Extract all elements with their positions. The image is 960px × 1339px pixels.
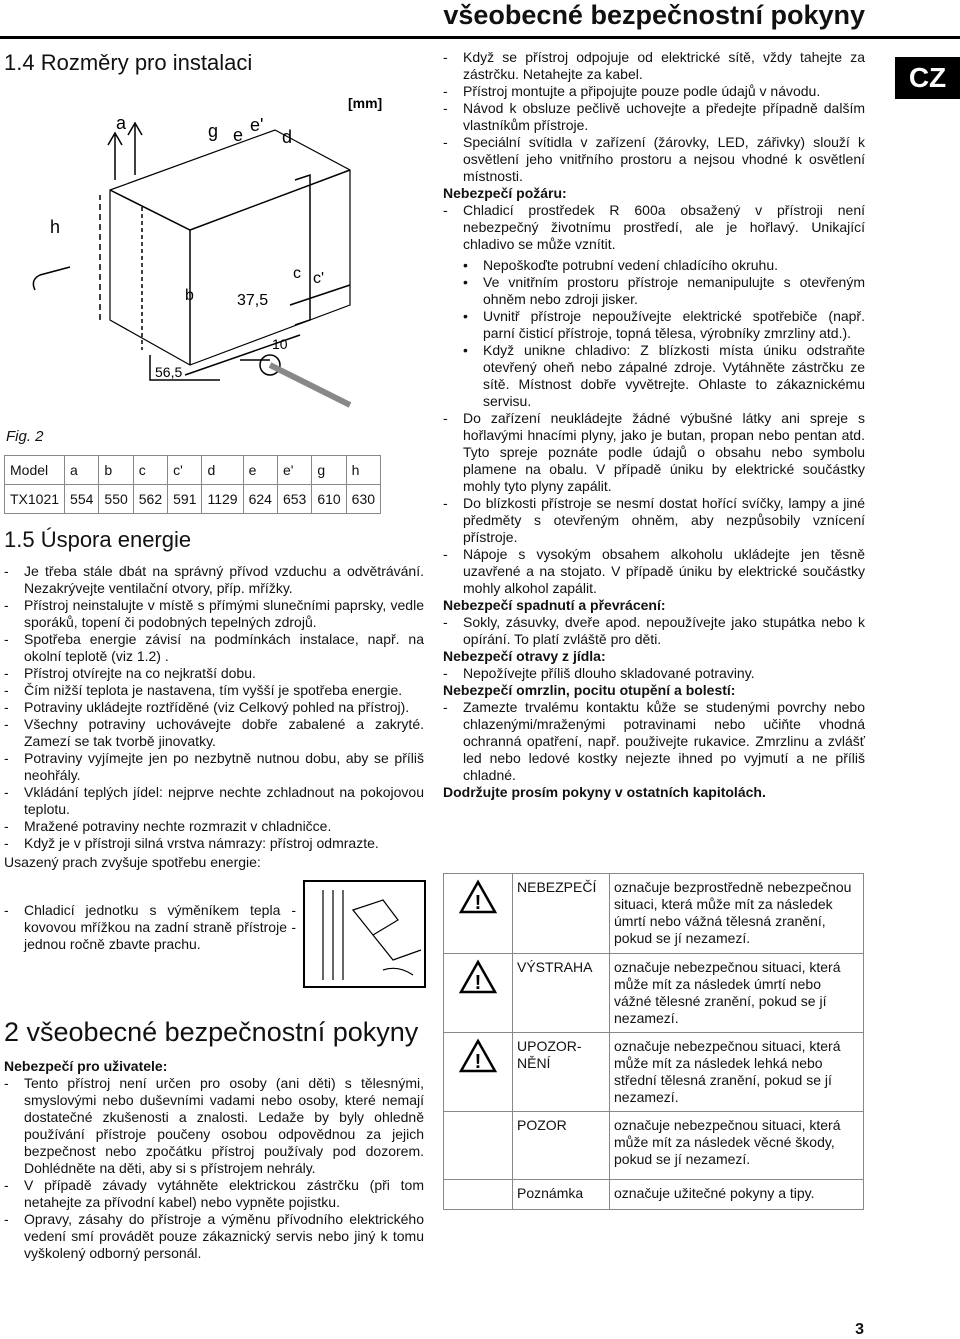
list-item: - Přístroj neinstalujte v místě s přímými slunečními paprsky, vedle sporáků, topení či podobných tepelných zdrojů.: [4, 597, 424, 630]
list-item: - Potraviny vyjímejte jen po nezbytně nutnou dobu, aby se příliš neohřály.: [4, 750, 424, 783]
poison-title: Nebezpečí otravy z jídla:: [443, 648, 606, 664]
list-item: - Je třeba stále dbát na správný přívod vzduchu a odvětrávání. Nezakrývejte ventilační otvory, příp. mřížky.: [4, 563, 424, 596]
table-row: ! UPOZOR- NĚNÍ označuje nebezpečnou situaci, která může mít za následek lehká nebo střední tělesná zranění, pokud se jí nezamezí.: [444, 1033, 864, 1112]
warning-triangle-icon: [458, 879, 498, 915]
dust-item: - Chladicí jednotku s výměníkem tepla - kovovou mřížkou na zadní straně přístroje - jednou ročně zbavte prachu.: [4, 902, 296, 952]
bullet-item: • Nepoškoďte potrubní vedení chladícího okruhu.: [463, 257, 779, 273]
dim-label-d: d: [282, 127, 293, 147]
section-heading-1-5: 1.5 Úspora energie: [4, 527, 192, 552]
section-heading-2: 2 všeobecné bezpečnostní pokyny: [4, 1017, 419, 1047]
list-item: - Návod k obsluze pečlivě uchovejte a předejte případně dalším vlastníkům přístroje.: [443, 100, 865, 133]
list-item: - Všechny potraviny uchovávejte dobře zabalené a zakryté. Zamezí se tak tvorbě jinovatky.: [4, 716, 424, 749]
dim-label-c: c: [293, 265, 301, 282]
list-item: - Opravy, zásahy do přístroje a výměnu přívodního elektrického vedení smí provádět pouze zákaznický servis nebo jiný k tomu vyškolený odborný personál.: [4, 1211, 424, 1261]
header-rule: [0, 36, 960, 39]
installation-dimensions-diagram: [20, 95, 400, 415]
cleaning-illustration: [303, 880, 426, 988]
list-item: - Nepožívejte příliš dlouho skladované potraviny.: [443, 665, 755, 681]
user-danger-block: [4, 1058, 424, 1262]
dim-label-h: h: [50, 217, 61, 237]
dim-label-e-prime: e': [250, 115, 264, 135]
dim-label-10: 10: [272, 336, 288, 352]
list-item: - Vkládání teplých jídel: nejprve nechte zchladnout na pokojovou teplotu.: [4, 784, 424, 817]
table-row: ! VÝSTRAHA označuje nebezpečnou situaci, která může mít za následek úmrtí nebo vážné tělesné zranění, pokud se jí nezamezí.: [444, 954, 864, 1033]
list-item: - Když je v přístroji silná vrstva námrazy: přístroj odmrazte.: [4, 835, 379, 851]
bullet-item: • Když unikne chladivo: Z blízkosti místa úniku odstraňte otevřený oheň nebo zápalné zdroje. Vytáhněte zástrčku ze sítě. Místnost dobře vyvětrejte. Ohlaste to zákaznickému servisu.: [463, 342, 865, 409]
dim-label-e: e: [233, 125, 244, 145]
user-danger-title: Nebezpečí pro uživatele:: [4, 1058, 168, 1074]
list-item: - Chladicí prostředek R 600a obsažený v přístroji není nebezpečný životnímu prostředí, ale je hořlavý. Unikající chladivo se může vznítit.: [443, 202, 865, 252]
list-item: - Potraviny ukládejte roztříděné (viz Celkový pohled na přístroj).: [4, 699, 410, 715]
svg-text:!: !: [474, 1051, 482, 1073]
dust-intro: Usazený prach zvyšuje spotřebu energie:: [4, 854, 261, 870]
dim-label-c-prime: c': [313, 270, 325, 287]
warning-triangle-icon: [458, 959, 498, 995]
running-header-title: všeobecné bezpečnostní pokyny: [443, 0, 865, 30]
fall-title: Nebezpečí spadnutí a převrácení:: [443, 597, 666, 613]
warning-triangle-icon: [458, 1038, 498, 1074]
table-row: Poznámka označuje užitečné pokyny a tipy.: [444, 1180, 864, 1210]
list-item: - V případě závady vytáhněte elektrickou zástrčku (při tom netahejte za přívodní kabel) nebo vypněte pojistku.: [4, 1177, 424, 1210]
list-item: - Zamezte trvalému kontaktu kůže se studenými povrchy nebo chlazenými/mraženými potravinami nebo učiňte vhodná ochranná opatření, např. použivejte rukavice. Zmrzlinu a zvlášť led nebo ledové kostky nejezte ihned po vyjmutí a ne příliš chladné.: [443, 699, 865, 783]
table-row: TX1021 554 550 562 591 1129 624 653 610 630: [5, 485, 381, 514]
svg-text:!: !: [474, 892, 482, 914]
fire-title: Nebezpečí požáru:: [443, 185, 567, 201]
list-item: - Přístroj otvírejte na co nejkratší dobu.: [4, 665, 256, 681]
frost-title: Nebezpečí omrzlin, pocitu otupění a bolestí:: [443, 682, 736, 698]
list-item: - Sokly, zásuvky, dveře apod. nepoužívejte jako stupátka nebo k opírání. To platí zvláště pro děti.: [443, 614, 865, 647]
bullet-item: • Ve vnitřním prostoru přístroje nemanipulujte s otevřeným ohněm nebo zdroji jisker.: [463, 274, 865, 307]
list-item: - Když se přístroj odpojuje od elektrické sítě, vždy tahejte za zástrčku. Netahejte za kabel.: [443, 49, 865, 82]
language-badge: CZ: [895, 57, 960, 99]
section-heading-1-4: 1.4 Rozměry pro instalaci: [4, 50, 253, 75]
dimensions-table: [4, 455, 381, 514]
list-item: - Nápoje s vysokým obsahem alkoholu ukládejte jen těsně uzavřené a na stojato. V případě úniku by elektrické součástky mohly alkohol zapálit.: [443, 546, 865, 596]
observe-note: Dodržujte prosím pokyny v ostatních kapitolách.: [443, 784, 766, 800]
signal-words-table: [443, 873, 864, 1210]
list-item: - Přístroj montujte a připojujte pouze podle údajů v návodu.: [443, 83, 821, 99]
table-row: POZOR označuje nebezpečnou situaci, která může mít za následek věcné škody, pokud se jí nezamezí.: [444, 1112, 864, 1180]
page-number: 3: [855, 1321, 864, 1338]
table-header-row: Model a b c c' d e e' g h: [5, 456, 381, 485]
list-item: - Do zařízení neukládejte žádné výbušné látky ani spreje s hořlavými hnacími plyny, jako je butan, propan nebo pentan atd. Tyto spreje poznáte podle údajů o obsahu nebo symbolu plamene na obalu. V případě úniku by elektrické součástky mohly tyto plyny zapálit.: [443, 410, 865, 494]
list-item: - Čím nižší teplota je nastavena, tím vyšší je spotřeba energie.: [4, 682, 403, 698]
list-item: - Speciální svítidla v zařízení (žárovky, LED, zářivky) slouží k osvětlení jeho vnitřního prostoru a nejsou vhodné k osvětlení místnosti.: [443, 134, 865, 184]
dim-label-b: b: [185, 287, 194, 304]
list-item: - Do blízkosti přístroje se nesmí dostat hořící svíčky, lampy a jiné předměty s otevřeným ohněm, aby nezpůsobily vznícení přístroje.: [443, 495, 865, 545]
list-item: - Spotřeba energie závisí na podmínkách instalace, např. na okolní teplotě (viz 1.2) .: [4, 631, 424, 664]
table-row: ! NEBEZPEČÍ označuje bezprostředně nebezpečnou situaci, která může mít za následek úmrtí nebo vážná tělesná zranění, pokud se jí nezamezí.: [444, 874, 864, 954]
list-item: - Mražené potraviny nechte rozmrazit v chladničce.: [4, 818, 332, 834]
dim-label-37-5: 37,5: [237, 292, 269, 309]
dim-label-g: g: [208, 121, 219, 141]
svg-text:!: !: [474, 972, 482, 994]
right-column: [443, 49, 865, 801]
list-item: - Tento přístroj není určen pro osoby (ani děti) s tělesnými, smyslovými nebo duševními vadami nebo osoby, které nemají dostatečné zkušenosti a znalosti. Ledaže by byly ohledně používání přístroje poučeny osobou odpovědnou za jejich bezpečnost nebo zpočátku přístroj používaly pod dozorem. Dohlédněte na děti, aby si s přístrojem nehrály.: [4, 1075, 424, 1176]
dim-label-56-5: 56,5: [155, 364, 183, 380]
unit-label: [mm]: [348, 95, 383, 111]
energy-saving-list: [4, 563, 424, 871]
bullet-item: • Uvnitř přístroje nepoužívejte elektrické spotřebiče (např. parní čisticí přístroje, topná tělesa, výrobníky zmrzliny atd.).: [463, 308, 865, 341]
figure-caption: Fig. 2: [6, 428, 44, 445]
dim-label-a: a: [116, 113, 127, 133]
